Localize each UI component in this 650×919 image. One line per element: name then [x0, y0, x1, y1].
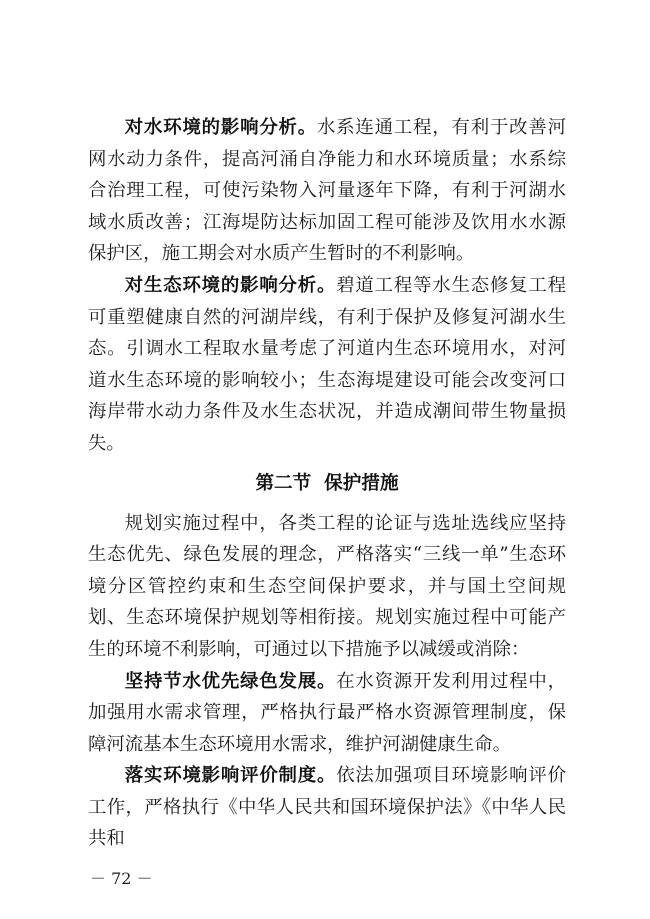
paragraph-text: 碧道工程等水生态修复工程可重塑健康自然的河湖岸线，有利于保护及修复河湖水生态。引调水工程取水量考虑了河道内生态环境用水，对河道水生态环境的影响较小；生态海堤建设可能会改变河口海岸带水动力条件及水生态状况，并造成潮间带生物量损失。	[88, 274, 566, 454]
page-number: － 72 －	[90, 869, 153, 888]
paragraph-text: 在水资源开发利用过程中，加强用水需求管理，严格执行最严格水资源管理制度，保障河流基本生态环境用水需求，维护河湖健康生命。	[88, 670, 566, 755]
paragraph-text: 依法加强项目环境影响评价工作，严格执行《中华人民共和国环境保护法》《中华人民共和	[88, 765, 566, 850]
paragraph-ecological-environment	[88, 270, 566, 460]
paragraph-text: 水系连通工程，有利于改善河网水动力条件，提高河涌自净能力和水环境质量；水系综合治理工程，可使污染物入河量逐年下降，有利于河湖水域水质改善；江海堤防达标加固工程可能涉及饮用水水源保护区，施工期会对水质产生暂时的不利影响。	[88, 117, 566, 265]
document-page	[88, 112, 566, 855]
paragraph-water-saving	[88, 666, 566, 761]
paragraph-eia-system	[88, 760, 566, 855]
paragraph-intro: 规划实施过程中，各类工程的论证与选址选线应坚持生态优先、绿色发展的理念，严格落实“三线一单”生态环境分区管控约束和生态空间保护要求，并与国土空间规划、生态环境保护规划等相衔接。规划实施过程中可能产生的环境不利影响，可通过以下措施予以减缓或消除：	[88, 512, 566, 660]
section-heading: 第二节 保护措施	[255, 472, 399, 494]
paragraph-lead: 坚持节水优先绿色发展。	[124, 670, 337, 692]
paragraph-lead: 对生态环境的影响分析。	[124, 274, 337, 296]
paragraph-lead: 落实环境影响评价制度。	[124, 765, 337, 787]
paragraph-water-environment	[88, 112, 566, 270]
paragraph-lead: 对水环境的影响分析。	[124, 117, 317, 138]
